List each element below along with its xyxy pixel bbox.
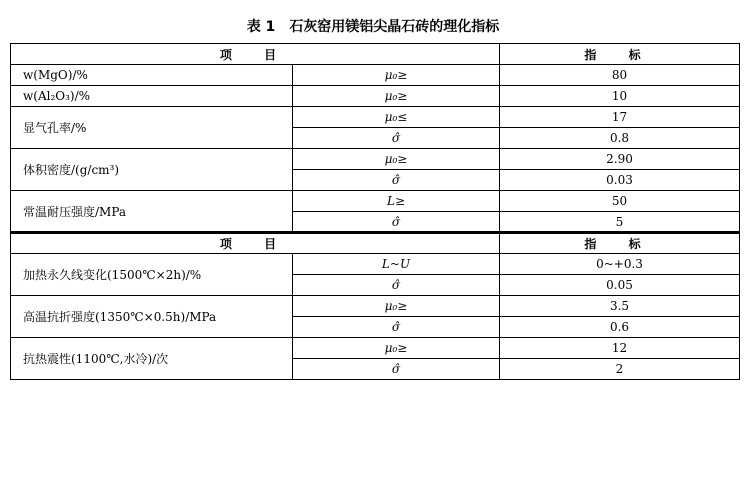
table-row — [11, 338, 740, 359]
table-header-row — [11, 44, 740, 65]
row-item-label: 高温抗折强度(1350℃×0.5h)/MPa — [11, 296, 293, 338]
param-value: 0.05 — [500, 275, 740, 296]
param-value: 12 — [500, 338, 740, 359]
param-symbol: μ₀≥ — [293, 65, 500, 86]
table-row — [11, 86, 740, 107]
header-item: 项 目 — [11, 233, 500, 254]
param-symbol: σ̂ — [293, 275, 500, 296]
param-symbol: μ₀≤ — [293, 107, 500, 128]
header-index: 指 标 — [500, 44, 740, 65]
param-symbol: σ̂ — [293, 170, 500, 191]
param-value: 0.03 — [500, 170, 740, 191]
row-item-label: 体积密度/(g/cm³) — [11, 149, 293, 191]
table-row — [11, 149, 740, 170]
param-value: 2 — [500, 359, 740, 380]
header-item: 项 目 — [11, 44, 500, 65]
param-value: 0~+0.3 — [500, 254, 740, 275]
param-symbol: σ̂ — [293, 128, 500, 149]
param-symbol: σ̂ — [293, 317, 500, 338]
table-row — [11, 296, 740, 317]
param-value: 10 — [500, 86, 740, 107]
table-row — [11, 191, 740, 212]
table-header-row — [11, 233, 740, 254]
row-item-label: 抗热震性(1100℃,水冷)/次 — [11, 338, 293, 380]
param-value: 0.6 — [500, 317, 740, 338]
table-row — [11, 107, 740, 128]
param-value: 80 — [500, 65, 740, 86]
row-item-label: w(MgO)/% — [11, 65, 293, 86]
param-symbol: σ̂ — [293, 212, 500, 233]
row-item-label: 常温耐压强度/MPa — [11, 191, 293, 233]
param-value: 2.90 — [500, 149, 740, 170]
row-item-label: w(Al₂O₃)/% — [11, 86, 293, 107]
table-caption: 石灰窑用镁铝尖晶石砖的理化指标 — [289, 19, 500, 35]
param-value: 17 — [500, 107, 740, 128]
param-symbol: μ₀≥ — [293, 86, 500, 107]
param-symbol: L≥ — [293, 191, 500, 212]
table-row — [11, 65, 740, 86]
param-symbol: μ₀≥ — [293, 338, 500, 359]
param-value: 50 — [500, 191, 740, 212]
param-value: 5 — [500, 212, 740, 233]
table-number: 表 1 — [246, 19, 276, 35]
param-value: 3.5 — [500, 296, 740, 317]
param-symbol: μ₀≥ — [293, 149, 500, 170]
param-value: 0.8 — [500, 128, 740, 149]
properties-table — [10, 43, 740, 380]
param-symbol: σ̂ — [293, 359, 500, 380]
table-title — [0, 16, 746, 36]
param-symbol: L~U — [293, 254, 500, 275]
row-item-label: 显气孔率/% — [11, 107, 293, 149]
table-row — [11, 254, 740, 275]
row-item-label: 加热永久线变化(1500℃×2h)/% — [11, 254, 293, 296]
param-symbol: μ₀≥ — [293, 296, 500, 317]
header-index: 指 标 — [500, 233, 740, 254]
